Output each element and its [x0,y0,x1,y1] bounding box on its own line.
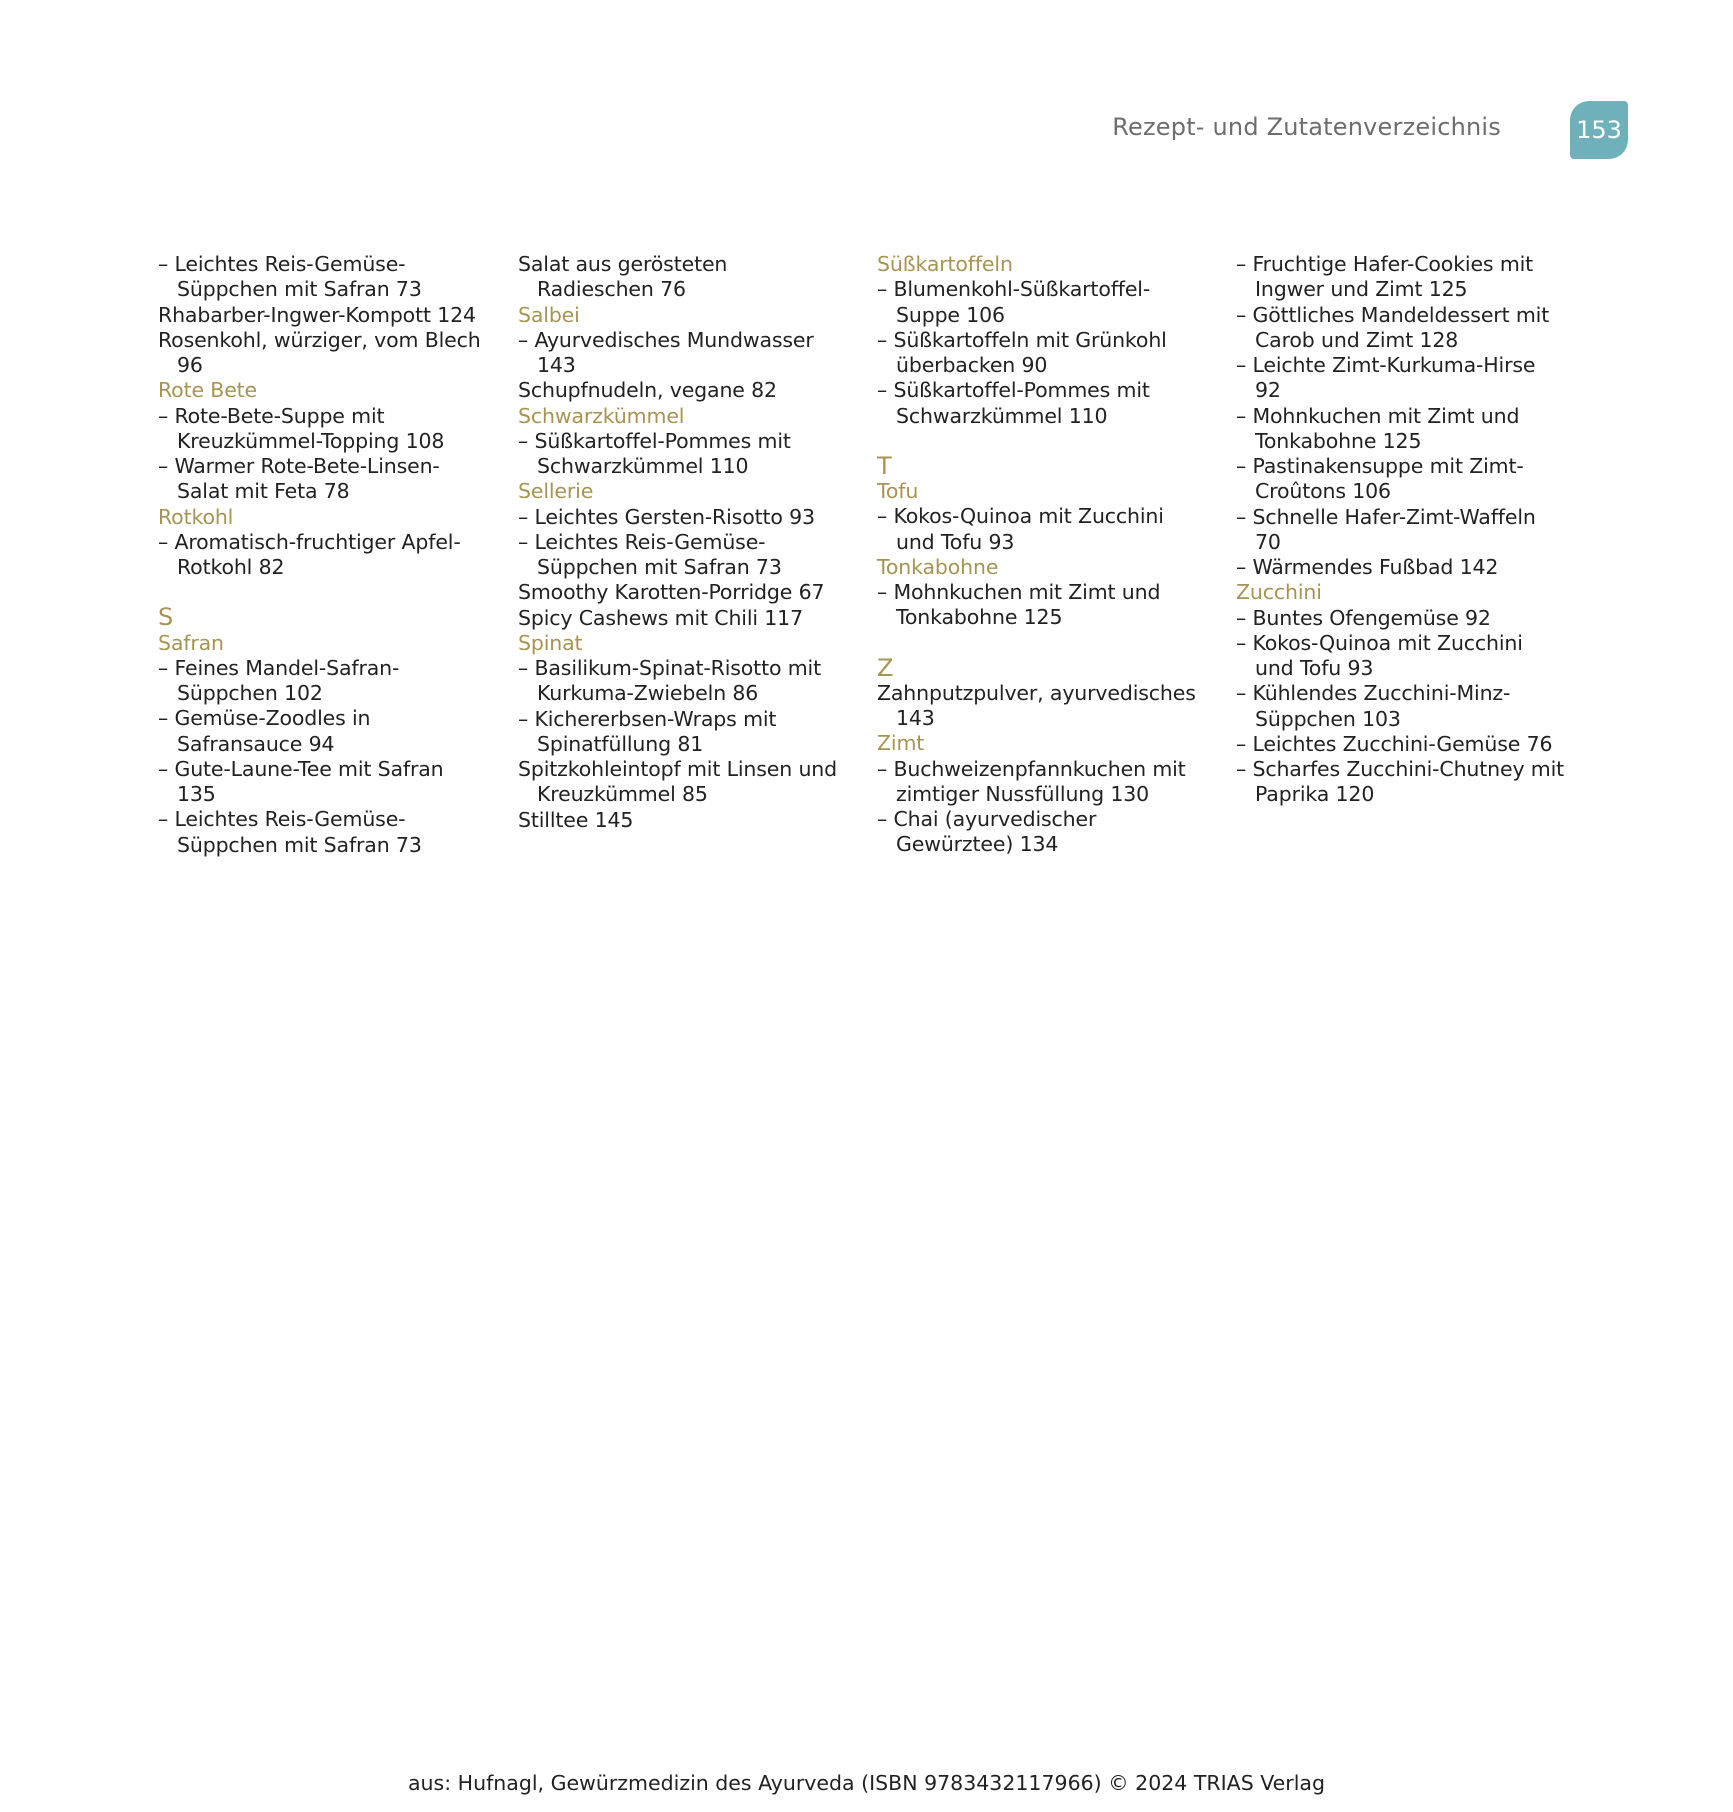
index-ingredient-heading: Rotkohl [158,504,234,529]
index-subentry: – Warmer Rote-Bete-Linsen- [158,454,440,478]
index-ingredient-heading: Safran [158,630,224,655]
index-ingredient-heading: Zimt [877,731,925,756]
index-subentry: – Wärmendes Fußbad 142 [1236,555,1499,579]
index-subentry: – Rote-Bete-Suppe mit [158,403,385,428]
page-number-badge: 153 [1570,101,1628,159]
index-entry: Zahnputzpulver, ayurvedisches [877,680,1196,705]
index-column-1 [158,252,488,858]
index-entry: Rosenkohl, würziger, vom Blech [158,327,481,352]
index-subentry: – Scharfes Zucchini-Chutney mit [1236,757,1565,781]
index-entry-continuation: und Tofu 93 [1255,656,1374,680]
index-letter-heading: Z [877,653,894,682]
index-ingredient-heading: Schwarzkümmel [518,403,685,428]
index-entry-continuation: zimtiger Nussfüllung 130 [896,781,1150,806]
index-entry-continuation: und Tofu 93 [896,529,1015,554]
index-entry-continuation: Carob und Zimt 128 [1255,327,1459,352]
index-entry: Salat aus gerösteten [518,252,728,276]
index-subentry: – Leichte Zimt-Kurkuma-Hirse [1236,353,1536,377]
index-subentry: – Gemüse-Zoodles in [158,706,371,731]
index-subentry: – Gute-Laune-Tee mit Safran [158,756,444,781]
index-subentry: – Leichtes Gersten-Risotto 93 [518,504,815,529]
index-entry: Stilltee 145 [518,807,634,832]
index-entry-continuation: Süppchen mit Safran 73 [177,832,422,857]
index-ingredient-heading: Sellerie [518,479,594,504]
index-entry-continuation: 135 [177,782,216,806]
index-entry-continuation: Salat mit Feta 78 [177,479,350,504]
index-subentry: – Fruchtige Hafer-Cookies mit [1236,252,1534,276]
index-entry-continuation: 143 [537,353,576,377]
index-entry-continuation: überbacken 90 [896,353,1048,377]
index-entry-continuation: Croûtons 106 [1255,479,1391,504]
index-entry: Rhabarber-Ingwer-Kompott 124 [158,302,476,327]
index-column-4 [1236,252,1566,808]
index-entry-continuation: Schwarzkümmel 110 [896,403,1108,428]
index-entry: Smoothy Karotten-Porridge 67 [518,580,825,605]
index-subentry: – Blumenkohl-Süßkartoffel- [877,277,1151,302]
index-entry-continuation: Rotkohl 82 [177,555,285,579]
page-title: Rezept- und Zutatenverzeichnis [1112,113,1501,141]
index-entry-continuation: Tonkabohne 125 [1255,428,1422,453]
index-entry-continuation: Suppe 106 [896,302,1005,327]
index-entry-continuation: Kreuzkümmel 85 [537,782,708,807]
index-entry-continuation: 143 [896,706,935,730]
index-subentry: – Ayurvedisches Mundwasser [518,327,814,352]
index-entry-continuation: Süppchen 103 [1255,706,1401,731]
index-subentry: – Kokos-Quinoa mit Zucchini [877,504,1164,529]
index-entry-continuation: Ingwer und Zimt 125 [1255,277,1468,302]
index-subentry: – Schnelle Hafer-Zimt-Waffeln [1236,504,1536,529]
index-entry-continuation: 92 [1255,378,1281,403]
index-entry-continuation: Spinatfüllung 81 [537,731,704,756]
index-ingredient-heading: Süßkartoffeln [877,252,1013,276]
index-subentry: – Leichtes Reis-Gemüse- [158,252,406,276]
index-entry-continuation: Tonkabohne 125 [896,605,1063,630]
index-subentry: – Aromatisch-fruchtiger Apfel- [158,529,461,554]
index-entry-continuation: Schwarzkümmel 110 [537,454,749,478]
index-subentry: – Göttliches Mandeldessert mit [1236,302,1550,327]
index-column-3 [877,252,1207,858]
index-subentry: – Kühlendes Zucchini-Minz- [1236,681,1511,706]
index-ingredient-heading: Tofu [877,479,919,503]
index-subentry: – Mohnkuchen mit Zimt und [877,580,1161,604]
index-subentry: – Süßkartoffel-Pommes mit [877,378,1150,403]
index-ingredient-heading: Tonkabohne [877,554,999,579]
index-subentry: – Leichtes Zucchini-Gemüse 76 [1236,731,1553,756]
index-entry-continuation: Paprika 120 [1255,782,1375,807]
index-entry-continuation: Kurkuma-Zwiebeln 86 [537,681,759,706]
index-subentry: – Leichtes Reis-Gemüse- [158,807,406,832]
index-entry-continuation: 96 [177,353,203,377]
index-subentry: – Chai (ayurvedischer [877,807,1097,831]
index-entry-continuation: Süppchen 102 [177,681,323,705]
index-ingredient-heading: Zucchini [1236,580,1322,605]
index-entry-continuation: Safransauce 94 [177,731,335,756]
index-ingredient-heading: Rote Bete [158,378,258,403]
index-subentry: – Buntes Ofengemüse 92 [1236,605,1491,630]
index-entry-continuation: Radieschen 76 [537,277,686,302]
index-letter-heading: S [158,603,174,632]
index-subentry: – Kichererbsen-Wraps mit [518,706,777,731]
index-subentry: – Basilikum-Spinat-Risotto mit [518,656,821,680]
index-ingredient-heading: Spinat [518,630,583,655]
index-subentry: – Süßkartoffeln mit Grünkohl [877,327,1167,352]
index-letter-heading: T [877,451,892,480]
index-entry: Spicy Cashews mit Chili 117 [518,605,803,630]
index-entry: Spitzkohleintopf mit Linsen und [518,757,837,781]
index-subentry: – Pastinakensuppe mit Zimt- [1236,454,1524,478]
index-entry-continuation: Süppchen mit Safran 73 [537,555,782,579]
index-subentry: – Süßkartoffel-Pommes mit [518,428,791,453]
index-subentry: – Kokos-Quinoa mit Zucchini [1236,630,1523,655]
index-column-2 [518,252,848,833]
index-entry-continuation: Gewürztee) 134 [896,832,1059,857]
index-entry-continuation: Süppchen mit Safran 73 [177,277,422,302]
index-entry: Schupfnudeln, vegane 82 [518,378,777,403]
index-subentry: – Buchweizenpfannkuchen mit [877,756,1186,781]
index-entry-continuation: Kreuzkümmel-Topping 108 [177,428,445,453]
index-subentry: – Feines Mandel-Safran- [158,655,400,680]
copyright-footer: aus: Hufnagl, Gewürzmedizin des Ayurveda (ISBN 9783432117966) © 2024 TRIAS Verlag [408,1771,1325,1795]
index-ingredient-heading: Salbei [518,302,580,327]
index-entry-continuation: 70 [1255,529,1281,554]
index-subentry: – Mohnkuchen mit Zimt und [1236,403,1520,428]
index-subentry: – Leichtes Reis-Gemüse- [518,529,766,554]
